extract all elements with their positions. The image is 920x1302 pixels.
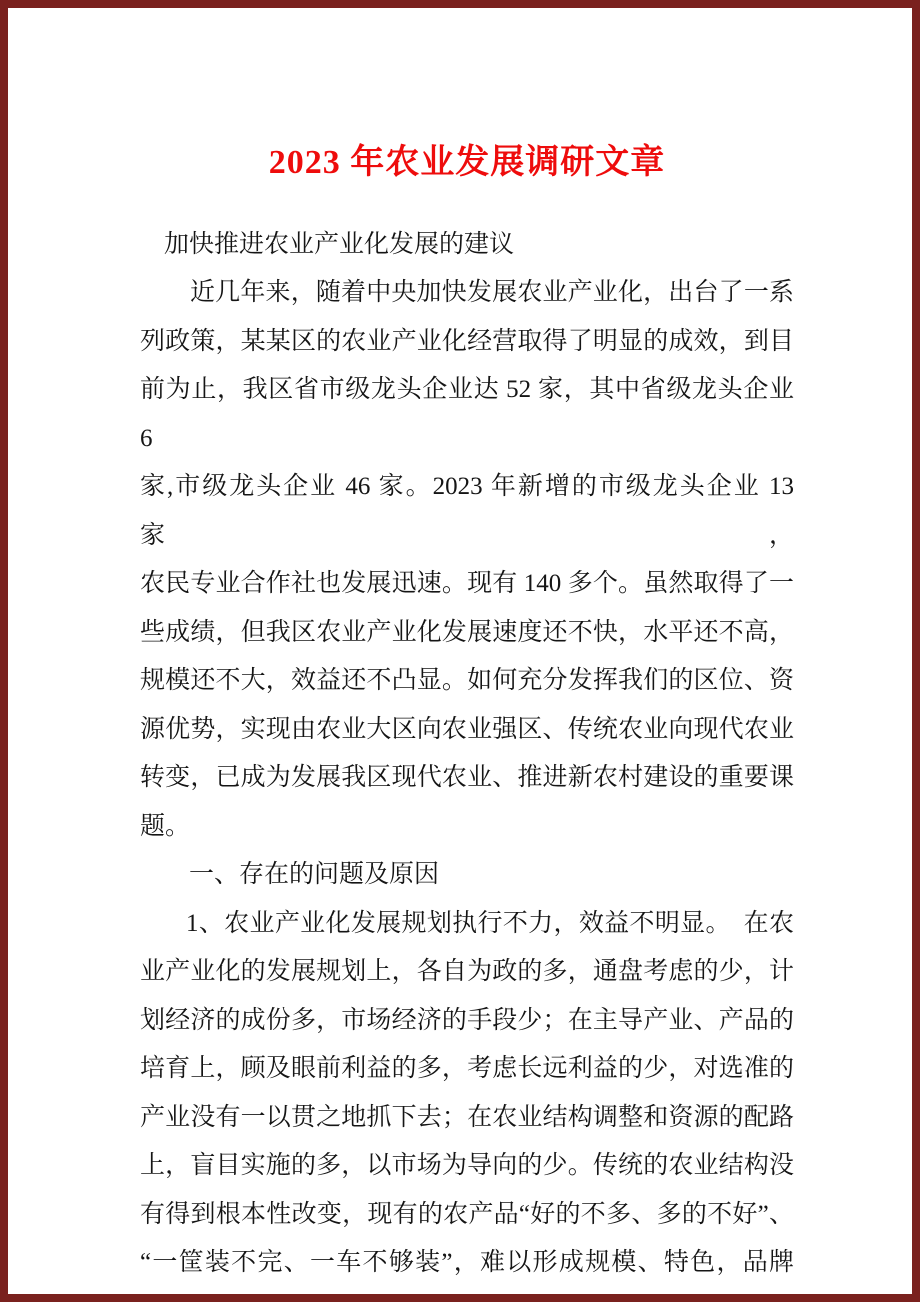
text-line: 加快推进农业产业化发展的建议 xyxy=(164,230,515,258)
text-line: 产业没有一以贯之地抓下去；在农业结构调整和资源的配路 xyxy=(140,1103,794,1131)
text-line: 培育上，顾及眼前利益的多，考虑长远利益的少，对选准的 xyxy=(140,1055,794,1082)
text-line: 源优势，实现由农业大区向农业强区、传统农业向现代农业 xyxy=(140,715,794,743)
text-line: 规模还不大，效益还不凸显。如何充分发挥我们的区位、资 xyxy=(140,667,794,694)
text-line: 农民专业合作社也发展迅速。现有 140 多个。虽然取得了一 xyxy=(140,570,794,597)
document-title: 2023 年农业发展调研文章 xyxy=(268,144,666,181)
text-line: 有得到根本性改变，现有的农产品“好的不多、多的不好”、 xyxy=(140,1200,794,1228)
text-line: 题。 xyxy=(140,812,191,840)
text-line: 家,市级龙头企业 46 家。2023 年新增的市级龙头企业 13 家， xyxy=(140,473,794,549)
text-line: 划经济的成份多，市场经济的手段少；在主导产业、产品的 xyxy=(140,1006,794,1034)
text-line: 1、农业产业化发展规划执行不力，效益不明显。 在农 xyxy=(186,909,794,937)
text-line: “一筐装不完、一车不够装”，难以形成规模、特色，品牌 xyxy=(140,1249,794,1276)
text-line: 些成绩，但我区农业产业化发展速度还不快，水平还不高， xyxy=(140,618,794,646)
document-body xyxy=(140,221,794,1288)
text-line: 列政策，某某区的农业产业化经营取得了明显的成效，到目 xyxy=(140,327,794,355)
text-line: 业产业化的发展规划上，各自为政的多，通盘考虑的少，计 xyxy=(140,958,794,985)
text-line: 上，盲目实施的多，以市场为导向的少。传统的农业结构没 xyxy=(140,1152,794,1179)
text-line: 近几年来，随着中央加快发展农业产业化，出台了一系 xyxy=(190,279,794,306)
text-line: 前为止，我区省市级龙头企业达 52 家，其中省级龙头企业 6 xyxy=(140,376,794,452)
text-line: 转变，已成为发展我区现代农业、推进新农村建设的重要课 xyxy=(140,764,794,791)
page-content xyxy=(8,142,912,1302)
text-line: 一、存在的问题及原因 xyxy=(189,861,440,888)
